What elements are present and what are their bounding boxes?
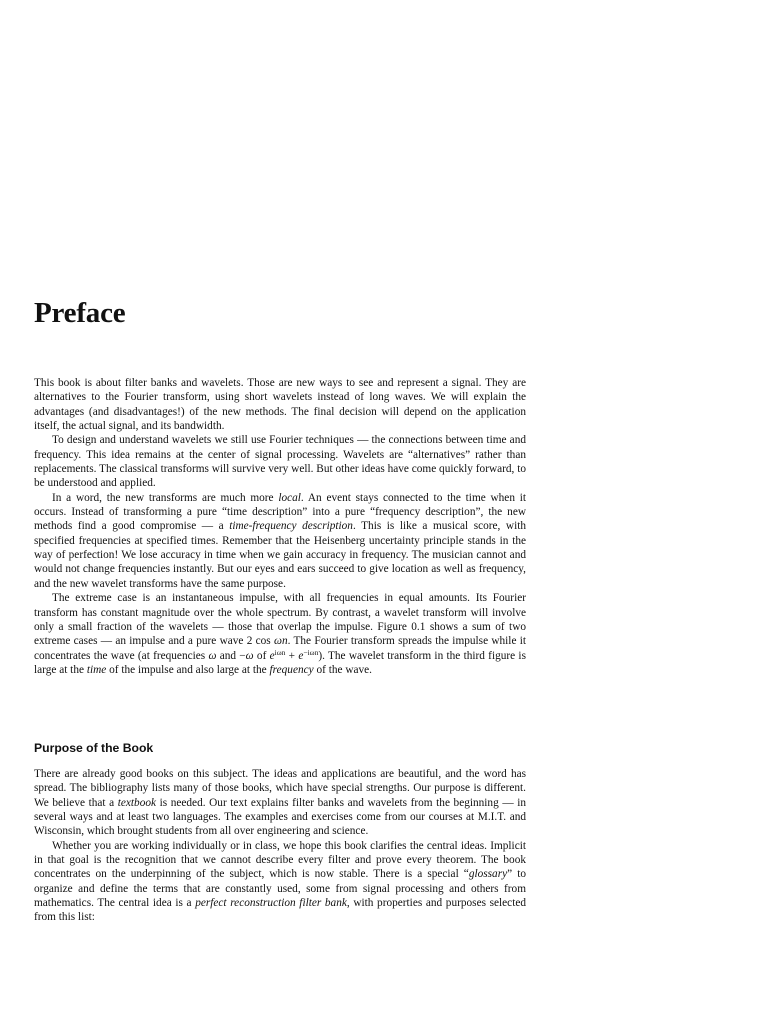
math: ω [208, 649, 217, 662]
math-superscript: −iωn [303, 647, 319, 657]
text-run: + [285, 649, 299, 662]
section-heading: Purpose of the Book [34, 741, 154, 755]
text-run: . The Fourier transform spreads the impulse while it concentrates the wave (at frequencies [34, 635, 527, 662]
text-run: is needed. Our text explains filter banks and wavelets from the beginning — in several ways and at least two languages. The examples and exercises come from our courses at M.I.T. and Wisconsin, which brought students from all over engineering and science. [34, 796, 527, 838]
text-run: of the impulse and also large at the [106, 663, 270, 676]
paragraph [34, 591, 526, 677]
paragraph [34, 839, 526, 925]
text-run: . This is like a musical score, with specified frequencies at specified times. Remember that the Heisenberg uncertainty principle stands in the way of perfection! We lose accuracy in time when we gain accuracy in frequency. The musician cannot and would not change frequencies instantly. But our eyes and ears succeed to give location as well as frequency, and the new wavelet transforms have the same purpose. [34, 520, 527, 590]
text-run: ). The wavelet transform in the third figure is large at the [34, 649, 526, 676]
math-superscript: iωn [274, 647, 286, 657]
text-run: ” to organize and define the terms that are constantly used, some from signal processing and others from mathematics. The central idea is a [34, 868, 526, 910]
math: ω [245, 649, 254, 662]
text-run: The extreme case is an instantaneous impulse, with all frequencies in equal amounts. Its Fourier transform has constant magnitude over the whole spectrum. By contrast, a wavelet transform will involve only a small fraction of the wavelets — those that overlap the impulse. Figure 0.1 shows a sum of two extreme cases — an impulse and a pure wave 2 cos [34, 592, 526, 648]
intro-text [34, 376, 526, 677]
emphasis: time-frequency description [229, 520, 353, 533]
text-run: Whether you are working individually or in class, we hope this book clarifies the central ideas. Implicit in that goal is the recognition that we cannot describe every filter and prove every theorem. The book concentrates on the underpinning of the subject, which is now stable. There is a special “ [34, 839, 526, 881]
emphasis: time [86, 663, 107, 676]
text-run: of the wave. [313, 663, 372, 676]
math: ωn [273, 635, 288, 648]
emphasis: perfect reconstruction filter bank [195, 897, 347, 910]
emphasis: glossary [468, 868, 508, 881]
emphasis: frequency [269, 663, 314, 676]
text-run: . An event stays connected to the time when it occurs. Instead of transforming a pure “time description” into a pure “frequency description”, the new methods find a good compromise — a [34, 491, 527, 533]
text-run: , with properties and purposes selected from this list: [34, 897, 526, 924]
emphasis: textbook [117, 796, 156, 809]
page-title: Preface [34, 297, 126, 329]
emphasis: local [278, 491, 301, 504]
paragraph [34, 491, 526, 591]
math: e [269, 649, 275, 662]
text-run: In a word, the new transforms are much more [52, 491, 279, 504]
paragraph [34, 767, 526, 839]
text-run: of [253, 649, 270, 662]
math: e [298, 649, 304, 662]
paragraph: To design and understand wavelets we still use Fourier techniques — the connections between time and frequency. This idea remains at the center of signal processing. Wavelets are “alternatives” rather than replacements. The classical transforms will survive very well. But other ideas have come quickly forward, to be understood and applied. [34, 434, 526, 490]
text-run: and − [216, 649, 246, 662]
paragraph: This book is about filter banks and wavelets. Those are new ways to see and represent a signal. They are alternatives to the Fourier transform, using short wavelets instead of long waves. We will explain the advantages (and disadvantages!) of the new methods. The final decision will depend on the application itself, the actual signal, and its bandwidth. [34, 377, 526, 433]
purpose-text [34, 767, 526, 925]
text-run: There are already good books on this subject. The ideas and applications are beautiful, and the word has spread. The bibliography lists many of those books, which have special strengths. Our purpose is different. We believe that a [34, 768, 526, 809]
